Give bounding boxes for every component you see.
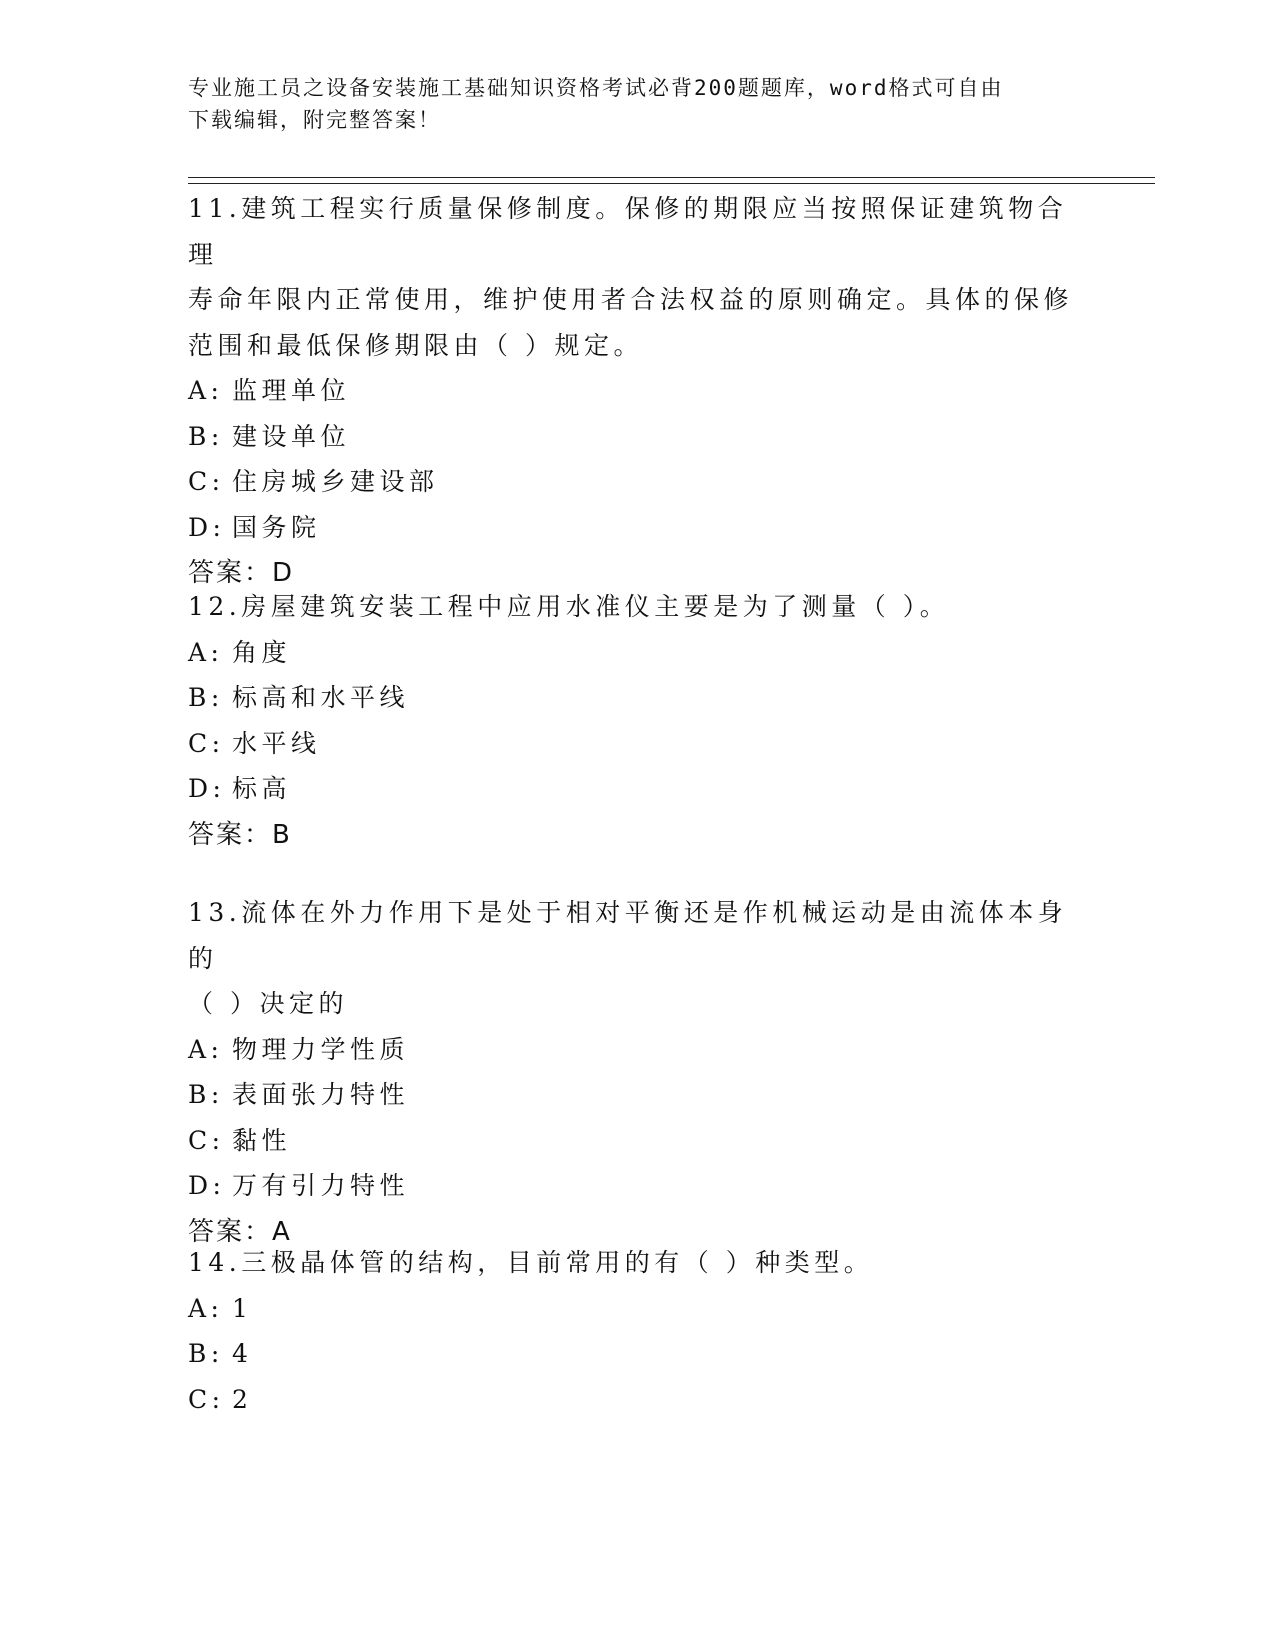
answer-line: 答案：D <box>188 558 295 588</box>
question-stem-line: 范围和最低保修期限由（ ）规定。 <box>188 330 643 360</box>
option-b: B: 表面张力特性 <box>188 1080 410 1109</box>
option-a: A: 监理单位 <box>188 376 351 405</box>
header-rule-top <box>188 177 1155 178</box>
header-line-2: 下载编辑，附完整答案！ <box>188 108 441 132</box>
answer-line: 答案：A <box>188 1216 292 1247</box>
question-stem-line: （ ）决定的 <box>188 989 348 1018</box>
header-line-1: 专业施工员之设备安装施工基础知识资格考试必背200题题库，word格式可自由 <box>188 76 1004 100</box>
document-header <box>188 72 1088 136</box>
option-c: C: 2 <box>188 1384 253 1414</box>
option-b: B: 标高和水平线 <box>188 683 410 712</box>
option-c: C: 黏性 <box>188 1125 292 1155</box>
option-b: B: 建设单位 <box>188 421 351 451</box>
question-11 <box>188 186 1088 596</box>
option-d: D: 国务院 <box>188 512 321 542</box>
option-b: B: 4 <box>188 1339 253 1368</box>
question-13 <box>188 890 1088 1255</box>
question-stem-line: 14.三极晶体管的结构，目前常用的有（ ）种类型。 <box>188 1248 874 1277</box>
option-d: D: 标高 <box>188 774 292 803</box>
option-a: A: 角度 <box>188 637 292 667</box>
question-12 <box>188 584 1088 858</box>
question-14 <box>188 1240 1088 1422</box>
option-a: A: 物理力学性质 <box>188 1034 410 1064</box>
answer-line: 答案：B <box>188 819 292 850</box>
question-stem-line: 13.流体在外力作用下是处于相对平衡还是作机械运动是由流体本身的 <box>188 898 1068 973</box>
option-d: D: 万有引力特性 <box>188 1171 410 1200</box>
question-stem-line: 11.建筑工程实行质量保修制度。保修的期限应当按照保证建筑物合理 <box>188 194 1068 269</box>
question-stem-line: 寿命年限内正常使用，维护使用者合法权益的原则确定。具体的保修 <box>188 285 1074 314</box>
question-stem-line: 12.房屋建筑安装工程中应用水准仪主要是为了测量（ ）。 <box>188 592 950 621</box>
option-c: C: 水平线 <box>188 728 321 758</box>
header-rule-bottom <box>188 183 1155 184</box>
option-a: A: 1 <box>188 1293 253 1323</box>
option-c: C: 住房城乡建设部 <box>188 467 439 496</box>
